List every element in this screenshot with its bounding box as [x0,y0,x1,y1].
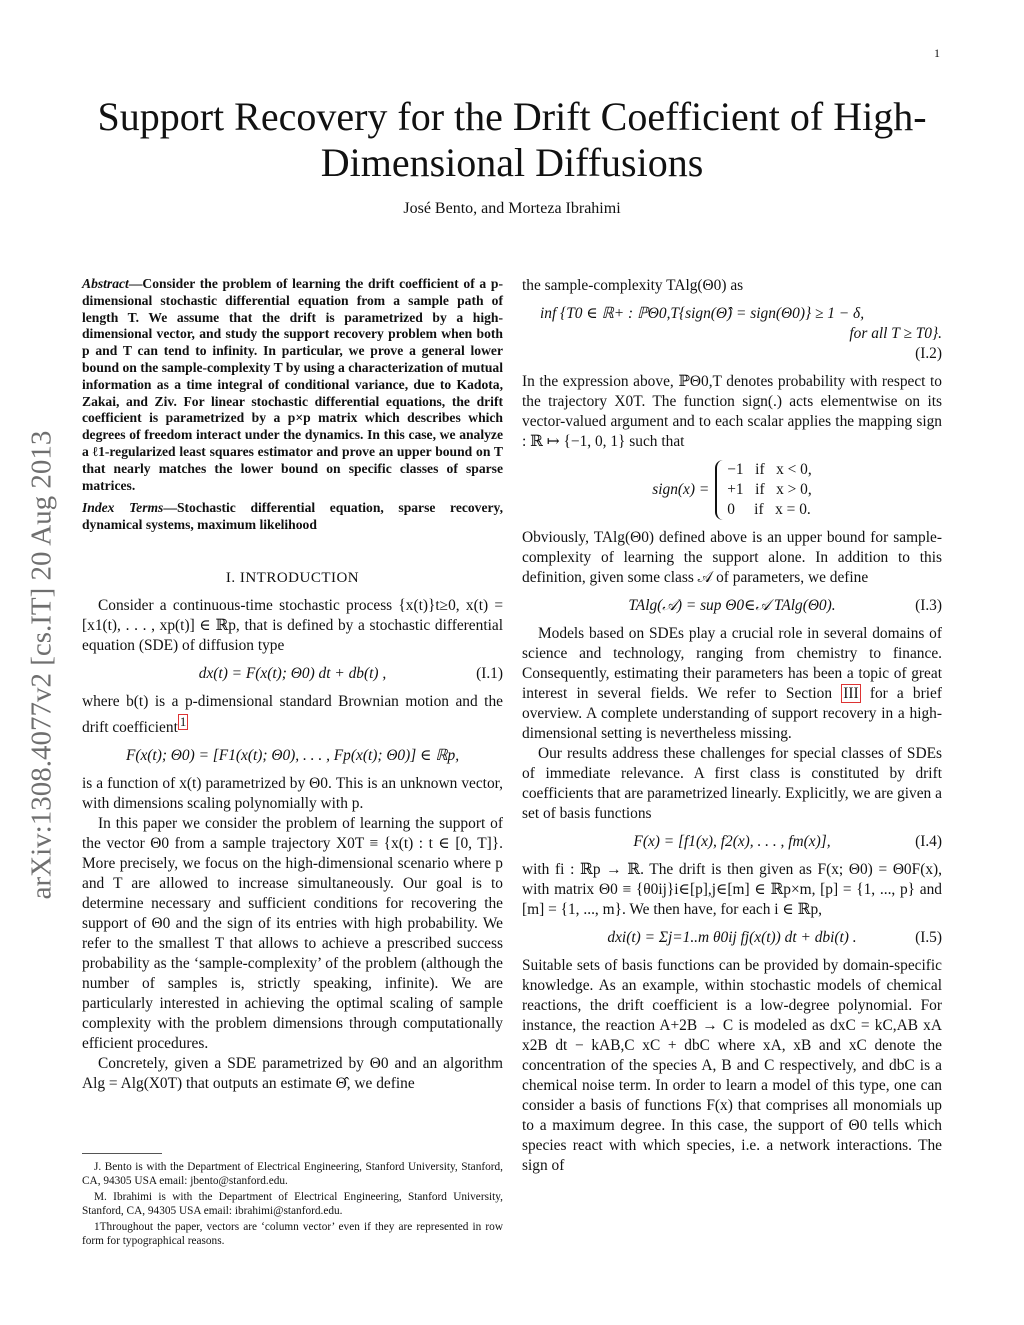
intro-paragraph-4: In this paper we consider the problem of learning the support of the vector Θ0 from a sample trajectory X0T ≡ {x(t) : t ∈ [0, T]}. More precisely, we focus on the high-dimensional scenario where p and T are allowed to increase simultaneously. Our goal is to determine necessary and sufficient conditions for recovering the support of Θ0 and the sign of its entries with high probability. We refer to the smallest T that allows to achieve a prescribed success probability as the ‘sample-complexity’ of the problem (although the number of samples is, strictly speaking, infinite). We are particularly interested in achieving the optimal scaling of sample complexity with the problem dimensions through computationally efficient procedures. [82,815,503,1053]
footnote-ibrahimi: M. Ibrahimi is with the Department of Electrical Engineering, Stanford University, Stanford, CA, 94305 USA email: ibrahimi@stanford.edu. [82,1191,503,1217]
right-paragraph-4 [522,624,942,744]
sign-case-positive: +1 if x > 0, [727,481,812,498]
intro-paragraph-1: Consider a continuous-time stochastic process {x(t)}t≥0, x(t) = [x1(t), . . . , xp(t)] ∈ ℝp, that is defined by a stochastic differential equation (SDE) of diffusion type [82,596,503,654]
intro-paragraph-2 [82,692,503,738]
equation-I1 [82,664,503,684]
equation-I1-body: dx(t) = F(x(t); Θ0) dt + db(t) , [198,664,387,682]
paper-title: Support Recovery for the Drift Coefficient of High-Dimensional Diffusions [97,94,927,185]
right-column [522,276,942,1176]
intro-paragraph-3: is a function of x(t) parametrized by Θ0. This is an unknown vector, with dimensions scaling polynomially with p. [82,775,503,813]
intro-paragraph-2-text: where b(t) is a p-dimensional standard Brownian motion and the drift coefficient [82,692,503,737]
equation-sign [522,460,942,520]
equation-I5-body: dxi(t) = Σj=1..m θ0ij fj(x(t)) dt + dbi(t) . [607,929,857,946]
right-paragraph-1: the sample-complexity TAlg(Θ0) as [522,277,744,294]
left-column [82,276,503,1094]
equation-I3-body: TAlg(𝒜) = sup Θ0∈𝒜 TAlg(Θ0). [628,597,836,614]
footnote-1: 1Throughout the paper, vectors are ‘column vector’ even if they are represented in row form for typographical reasons. [82,1221,503,1247]
equation-I2-line1: inf {T0 ∈ ℝ+ : ℙΘ0,T{sign(Θ̂) = sign(Θ0)} ≥ 1 − δ, [540,305,865,322]
equation-drift-body: F(x(t); Θ0) = [F1(x(t); Θ0), . . . , Fp(x(t); Θ0)] ∈ ℝp, [125,747,460,765]
index-terms [82,500,503,534]
intro-paragraph-5: Concretely, given a SDE parametrized by Θ0 and an algorithm Alg = Alg(X0T) that outputs an estimate Θ̂, we define [82,1055,503,1093]
equation-I5 [522,928,942,948]
equation-I4-body: F(x) = [f1(x), f2(x), . . . , fm(x)], [633,833,831,850]
abstract-label: Abstract [82,276,129,291]
right-paragraph-5: Our results address these challenges for special classes of SDEs of immediate relevance. A first class is constituted by drift coefficients that are parametrized linearly. Explicitly, we are given a set of basis functions [522,745,942,822]
right-paragraph-3: Obviously, TAlg(Θ0) defined above is an upper bound for sample-complexity of learning the support alone. In addition to this definition, given some class 𝒜 of parameters, we define [522,529,942,586]
arxiv-stamp-text: arXiv:1308.4077v2 [cs.IT] 20 Aug 2013 [25,430,58,900]
equation-I4-number: (I.4) [915,833,942,850]
equation-drift [82,746,503,766]
abstract-text: —Consider the problem of learning the drift coefficient of a p-dimensional stochastic differential equation from a sample path of length T. We assume that the drift is parametrized by a high-dimensional vector, and study the support recovery problem when both p and T can tend to infinity. In particular, we prove a general lower bound on the sample-complexity T by using a characterization of mutual information as a time integral of conditional variance, due to Kadota, Zakai, and Ziv. For linear stochastic differential equations, the drift coefficient is parametrized by a p×p matrix which describes which degrees of freedom interact under the dynamics. In this case, we analyze a ℓ1-regularized least squares estimator and prove an upper bound on T that nearly matches the lower bound on specific classes of sparse matrices. [82,276,503,493]
right-paragraph-7: Suitable sets of basis functions can be provided by domain-specific knowledge. As an example, within stochastic models of chemical reactions, the drift coefficient is a low-degree polynomial. For instance, the reaction A+2B → C is modeled as dxC = kC,AB xA x2B dt − kAB,C xC + dbC where xA, xB and xC denote the concentration of the species A, B and C respectively, and dbC is a chemical noise term. In order to learn a model of this type, one can consider a basis of functions F(x) that comprises all monomials up to a maximum degree. In this case, the support of Θ0 tells which species react with which species, i.e. a network interactions. The sign of [522,957,942,1174]
equation-I2 [522,304,942,364]
right-paragraph-2: In the expression above, ℙΘ0,T denotes probability with respect to the trajectory X0T. The function sign(.) acts elementwise on its vector-valued argument and to each scalar applies the mapping sign : ℝ ↦ {−1, 0, 1} such that [522,373,942,450]
footnote-separator [82,1153,162,1154]
equation-I3-number: (I.3) [915,597,942,614]
right-paragraph-4b: for a brief overview. A complete understanding of support recovery in a high-dimensional setting is nevertheless missing. [522,685,942,742]
equation-I2-number: (I.2) [915,345,942,362]
footnotes [82,1160,503,1250]
index-terms-text: —Stochastic differential equation, sparse recovery, dynamical systems, maximum likelihood [82,500,503,533]
equation-I4 [522,832,942,852]
arxiv-stamp [12,370,72,960]
paper-authors: José Bento, and Morteza Ibrahimi [403,200,621,217]
abstract [82,276,503,494]
equation-I1-number: (I.1) [476,664,503,682]
page-number: 1 [934,46,940,60]
section-heading: I. INTRODUCTION [225,569,360,586]
equation-I5-number: (I.5) [915,929,942,946]
section-III-link[interactable]: III [843,685,859,702]
equation-I3 [522,596,942,616]
right-paragraph-4a: Models based on SDEs play a crucial role in several domains of science and technology, ranging from chemistry to finance. Consequently, estimating their parameters has been a topic of great interest in several fields. We refer to Section [522,625,942,702]
equation-I2-line2: for all T ≥ T0}. [849,325,942,342]
equation-sign-lhs: sign(x) = [652,481,710,498]
footnote-bento: J. Bento is with the Department of Electrical Engineering, Stanford University, Stanford, CA, 94305 USA email: jbento@stanford.edu. [82,1161,503,1187]
footnote-link[interactable]: 1 [179,714,187,729]
index-terms-label: Index Terms [82,500,164,516]
sign-case-negative: −1 if x < 0, [727,461,812,478]
sign-case-zero: 0 if x = 0. [727,501,811,518]
right-paragraph-6: with fi : ℝp → ℝ. The drift is then given as F(x; Θ0) = Θ0F(x), with matrix Θ0 ≡ {θ0ij}i∈[p],j∈[m] ∈ ℝp×m, [p] = {1, ..., p} and [m] = {1, ..., m}. We then have, for each i ∈ ℝp, [522,861,942,918]
equation-sign-cases [715,460,811,520]
